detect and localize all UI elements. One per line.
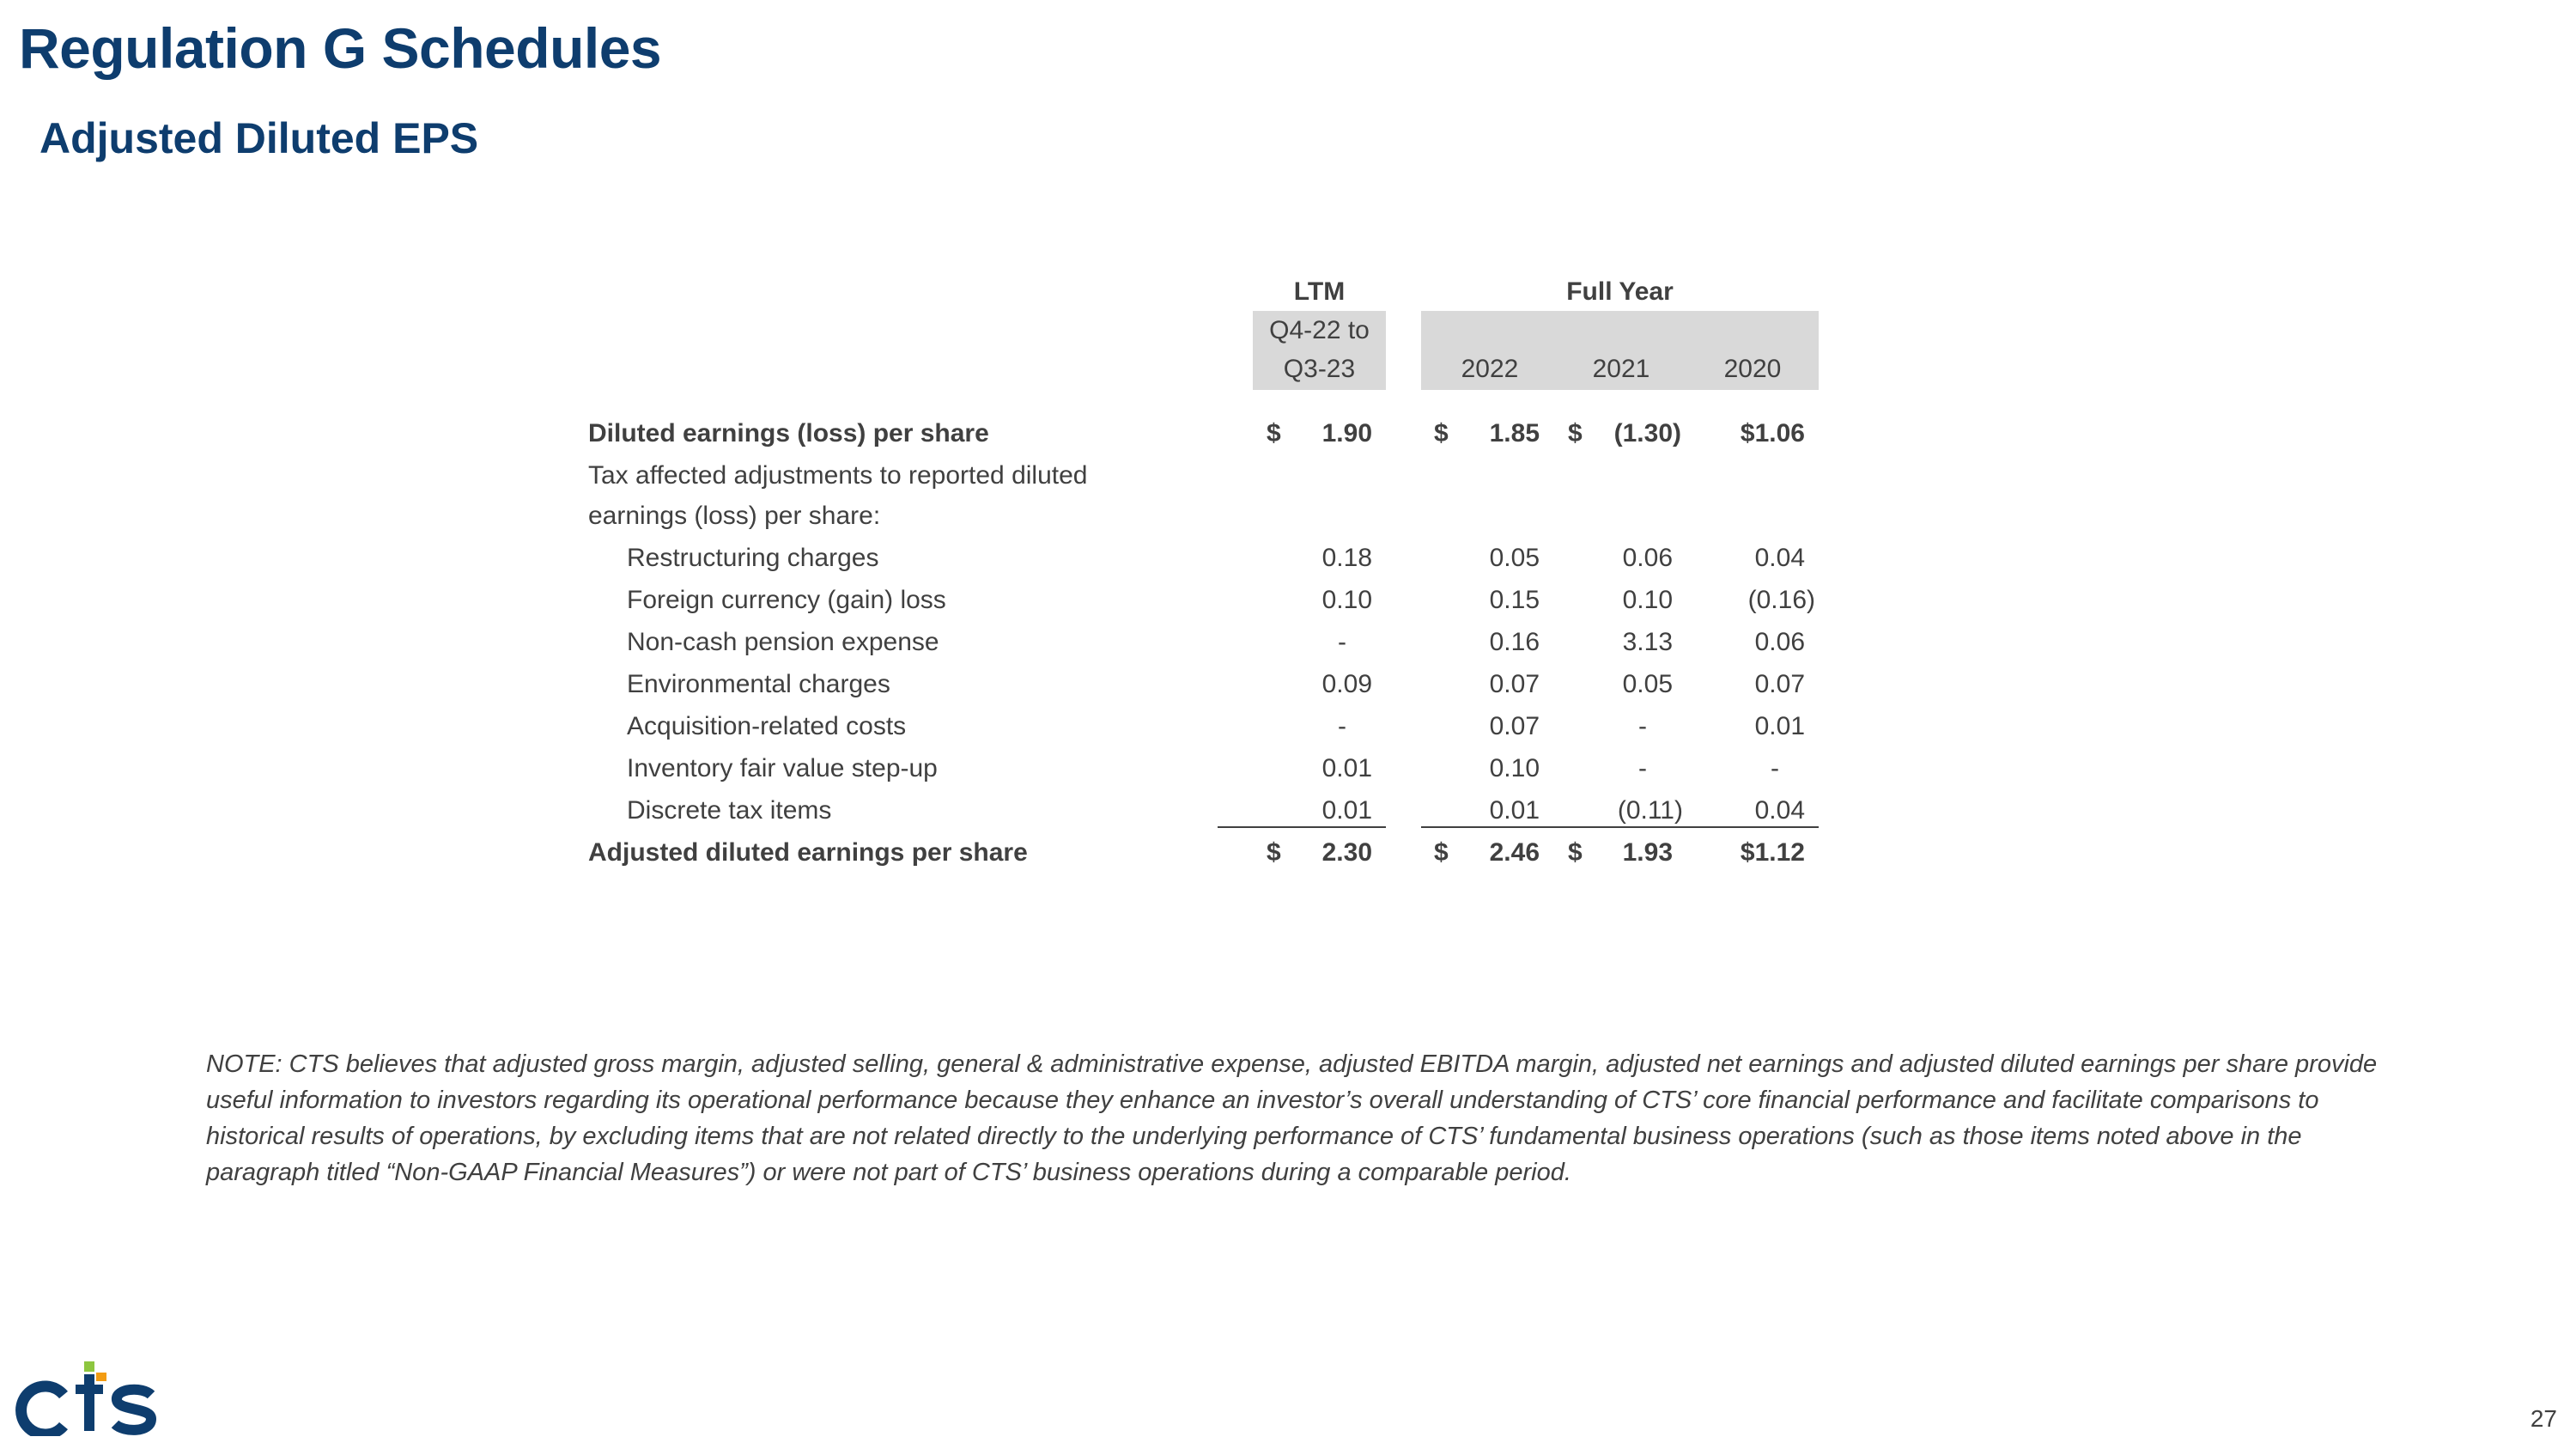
- page-title: Regulation G Schedules: [19, 16, 662, 80]
- cell-discrete-2020: 0.04: [1754, 796, 1805, 825]
- disclaimer-note: NOTE: CTS believes that adjusted gross margin, adjusted selling, general & administrative expense, adjusted EBITDA margin, adjusted net earnings and adjusted diluted earnings per share provide useful information to investors regarding its operational performance because they enhance an investor’s overall understanding of CTS’ core financial performance and facilitate comparisons to historical results of operations, by excluding items that are not related directly to the underlying performance of CTS’ fundamental business operations (such as those items noted above in the paragraph titled “Non-GAAP Financial Measures”) or were not part of CTS’ business operations during a comparable period.: [206, 1050, 2378, 1186]
- cell-acquisition-ltm: -: [1338, 712, 1346, 740]
- tax-adjustments-label-line1: Tax affected adjustments to reported diluted: [588, 461, 1088, 490]
- cts-logo: [14, 1357, 160, 1436]
- column-header-2020: 2020: [1723, 355, 1782, 383]
- cell-adjusted-2021: 1.93: [1622, 838, 1673, 867]
- cell-acquisition-2022: 0.07: [1489, 712, 1540, 740]
- tax-adjustments-label-line2: earnings (loss) per share:: [588, 502, 881, 530]
- cell-restructuring-2022: 0.05: [1489, 544, 1540, 572]
- column-header-2022: 2022: [1461, 355, 1519, 383]
- page-subtitle: Adjusted Diluted EPS: [39, 114, 479, 162]
- row-label-inventory: Inventory fair value step-up: [627, 754, 938, 782]
- dollar-sign: $: [1568, 838, 1583, 867]
- cell-restructuring-2021: 0.06: [1622, 544, 1673, 572]
- cell-environmental-ltm: 0.09: [1321, 670, 1372, 698]
- cell-adjusted-2020: $1.12: [1740, 838, 1805, 867]
- cell-acquisition-2020: 0.01: [1754, 712, 1805, 740]
- row-label-foreign-currency: Foreign currency (gain) loss: [627, 586, 946, 614]
- row-label-environmental: Environmental charges: [627, 670, 890, 698]
- dollar-sign: $: [1267, 838, 1281, 867]
- row-label-restructuring: Restructuring charges: [627, 544, 879, 572]
- cell-pension-2022: 0.16: [1489, 628, 1540, 656]
- ltm-column-header-line1: Q4-22 to: [1269, 316, 1370, 344]
- subtotal-rule-full-year: [1421, 826, 1819, 828]
- cell-adjusted-2022: 2.46: [1489, 838, 1540, 867]
- cell-restructuring-2020: 0.04: [1754, 544, 1805, 572]
- column-header-2021: 2021: [1592, 355, 1650, 383]
- row-label-adjusted-eps: Adjusted diluted earnings per share: [588, 838, 1028, 867]
- full-year-group-header: Full Year: [1566, 277, 1674, 306]
- cell-inventory-2022: 0.10: [1489, 754, 1540, 782]
- cell-diluted-2021: (1.30): [1613, 419, 1681, 447]
- row-label-discrete-tax: Discrete tax items: [627, 796, 832, 825]
- cell-inventory-2021: -: [1638, 754, 1647, 782]
- cell-environmental-2020: 0.07: [1754, 670, 1805, 698]
- ltm-column-header-line2: Q3-23: [1283, 355, 1356, 383]
- dollar-sign: $: [1434, 419, 1449, 447]
- cell-adjusted-ltm: 2.30: [1321, 838, 1372, 867]
- page-number: 27: [2530, 1405, 2557, 1432]
- cell-fx-2022: 0.15: [1489, 586, 1540, 614]
- cell-inventory-2020: -: [1771, 754, 1779, 782]
- cell-diluted-2022: 1.85: [1489, 419, 1540, 447]
- cell-environmental-2022: 0.07: [1489, 670, 1540, 698]
- ltm-group-header: LTM: [1293, 277, 1346, 306]
- cell-discrete-ltm: 0.01: [1321, 796, 1372, 825]
- cell-diluted-2020: $1.06: [1740, 419, 1805, 447]
- cell-fx-ltm: 0.10: [1321, 586, 1372, 614]
- dollar-sign: $: [1568, 419, 1583, 447]
- cell-inventory-ltm: 0.01: [1321, 754, 1372, 782]
- cell-fx-2021: 0.10: [1622, 586, 1673, 614]
- cell-environmental-2021: 0.05: [1622, 670, 1673, 698]
- cell-discrete-2021: (0.11): [1617, 796, 1683, 825]
- cell-fx-2020: (0.16): [1747, 586, 1815, 614]
- cell-pension-2020: 0.06: [1754, 628, 1805, 656]
- cell-acquisition-2021: -: [1638, 712, 1647, 740]
- row-label-pension: Non-cash pension expense: [627, 628, 939, 656]
- row-label-diluted-eps: Diluted earnings (loss) per share: [588, 419, 989, 447]
- cell-pension-2021: 3.13: [1622, 628, 1673, 656]
- subtotal-rule-ltm: [1218, 826, 1386, 828]
- row-label-acquisition: Acquisition-related costs: [627, 712, 907, 740]
- cell-pension-ltm: -: [1338, 628, 1346, 656]
- cell-diluted-ltm: 1.90: [1321, 419, 1372, 447]
- cell-discrete-2022: 0.01: [1489, 796, 1540, 825]
- dollar-sign: $: [1267, 419, 1281, 447]
- dollar-sign: $: [1434, 838, 1449, 867]
- cell-restructuring-ltm: 0.18: [1321, 544, 1372, 572]
